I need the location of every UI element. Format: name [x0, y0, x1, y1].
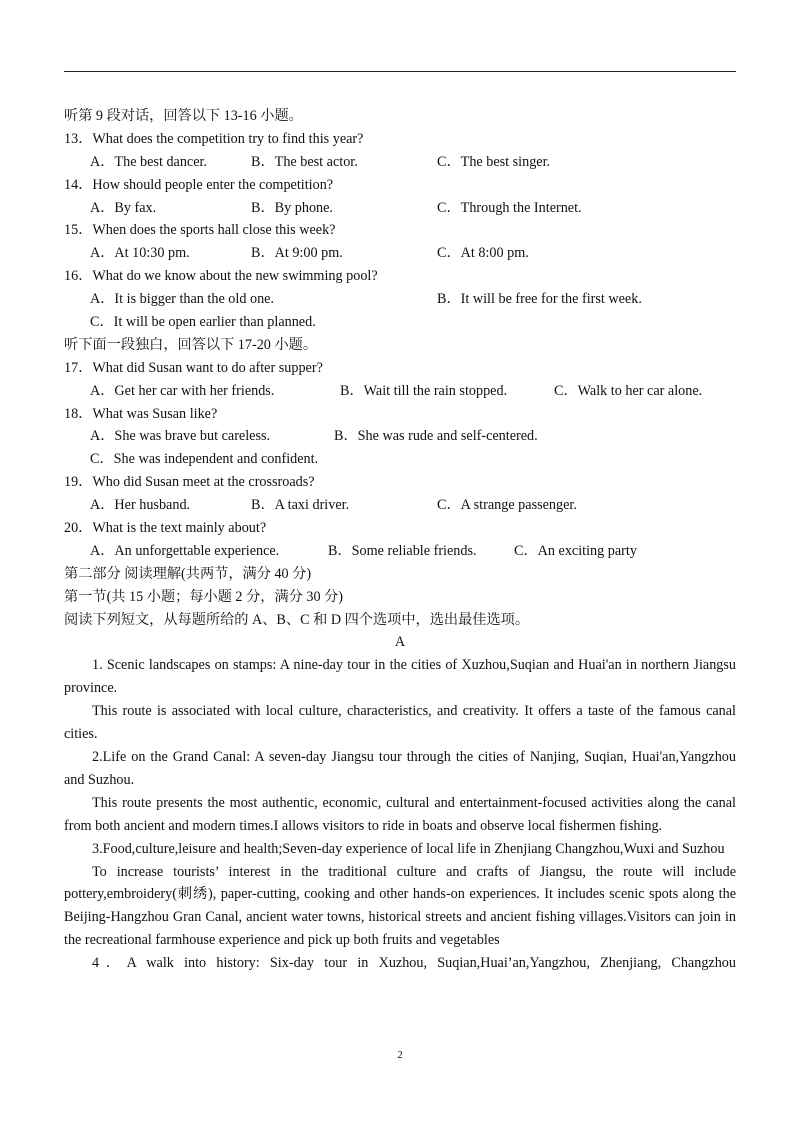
question-20: 20．What is the text mainly about? — [64, 520, 267, 537]
option-a: A．Get her car with her friends. — [90, 382, 275, 399]
option-b: B．Some reliable friends. — [328, 542, 477, 559]
route-1-description: This route is associated with local culture, characteristics, and creativity. It offers a taste of the famous canal cities. — [64, 703, 736, 743]
section-9-instruction: 听第 9 段对话，回答以下 13-16 小题。 — [64, 108, 303, 124]
page-number: 2 — [397, 1049, 403, 1061]
option-a: A．The best dancer. — [90, 153, 208, 170]
question-15-options — [64, 242, 736, 265]
option-c: C．Walk to her car alone. — [554, 382, 703, 399]
part-two-heading: 第二部分 阅读理解(共两节，满分 40 分) — [64, 565, 312, 582]
option-b: B．She was rude and self-centered. — [334, 428, 538, 445]
question-14-options — [64, 197, 736, 220]
route-1-title: 1. Scenic landscapes on stamps: A nine-day tour in the cities of Xuzhou,Suqian and Huai'an in northern Jiangsu province. — [64, 657, 736, 697]
question-17-options — [64, 380, 736, 403]
section-10-instruction: 听下面一段独白，回答以下 17-20 小题。 — [64, 336, 318, 353]
route-3-title: 3.Food,culture,leisure and health;Seven-day experience of local life in Zhenjiang Changzhou,Wuxi and Suzhou — [92, 840, 725, 857]
question-13-options — [64, 151, 736, 174]
option-c: C．The best singer. — [437, 153, 551, 170]
option-a: A．An unforgettable experience. — [90, 542, 280, 559]
reading-instructions: 阅读下列短文，从每题所给的 A、B、C 和 D 四个选项中，选出最佳选项。 — [64, 611, 530, 628]
option-c: C．It will be open earlier than planned. — [90, 314, 316, 331]
part-two-section-one-heading: 第一节(共 15 小题；每小题 2 分，满分 30 分) — [64, 588, 344, 605]
question-16: 16．What do we know about the new swimming pool? — [64, 268, 378, 285]
option-c: C．A strange passenger. — [437, 497, 577, 514]
passage-label: A — [394, 634, 406, 651]
option-a: A．At 10:30 pm. — [90, 245, 190, 262]
question-18-options-row2 — [64, 448, 736, 471]
option-c: C．Through the Internet. — [437, 199, 582, 216]
question-13: 13．What does the competition try to find this year? — [64, 130, 364, 147]
route-2-title: 2.Life on the Grand Canal: A seven-day Jiangsu tour through the cities of Nanjing, Suqian, Huai'an,Yangzhou and Suzhou. — [64, 749, 736, 788]
route-4-title: 4．A walk into history: Six-day tour in Xuzhou, Suqian,Huai’an,Yangzhou, Zhenjiang, Changzhou — [92, 955, 736, 972]
option-a: A．It is bigger than the old one. — [90, 291, 275, 308]
question-18-options-row1 — [64, 425, 736, 448]
question-15: 15．When does the sports hall close this week? — [64, 222, 336, 239]
question-16-options-row2 — [64, 311, 736, 334]
option-c: C．At 8:00 pm. — [437, 245, 529, 262]
option-a: A．By fax. — [90, 199, 157, 216]
route-2-description: This route presents the most authentic, economic, cultural and entertainment-focused activities along the canal from both ancient and modern times.I allows visitors to ride in boats and observe local fishermen fishing. — [64, 794, 736, 834]
option-b: B．It will be free for the first week. — [437, 291, 642, 308]
option-b: B．The best actor. — [251, 153, 358, 170]
option-b: B．Wait till the rain stopped. — [340, 382, 508, 399]
option-b: B．At 9:00 pm. — [251, 245, 343, 262]
option-b: B．A taxi driver. — [251, 497, 350, 514]
question-19-options — [64, 494, 736, 517]
question-17: 17．What did Susan want to do after supper? — [64, 359, 323, 376]
question-16-options-row1 — [64, 288, 736, 311]
question-14: 14．How should people enter the competition? — [64, 176, 334, 193]
option-c: C．An exciting party — [514, 542, 637, 559]
question-18: 18．What was Susan like? — [64, 405, 218, 422]
option-a: A．Her husband. — [90, 497, 191, 514]
route-3-description: To increase tourists’ interest in the traditional culture and crafts of Jiangsu, the route will include pottery,embroidery(刺绣), paper-cutting, cooking and other hands-on experiences. It includes scenic spots along the Beijing-Hangzhou Gran Canal, ancient water towns, historical streets and ancient fishing villages.Visitors can join in the recreational farmhouse experience and pick up both fruits and vegetables — [64, 863, 736, 949]
question-20-options — [64, 540, 736, 563]
option-c: C．She was independent and confident. — [90, 451, 319, 468]
option-a: A．She was brave but careless. — [90, 428, 271, 445]
page-content — [64, 105, 736, 975]
question-19: 19．Who did Susan meet at the crossroads? — [64, 474, 315, 491]
header-rule — [64, 71, 736, 72]
option-b: B．By phone. — [251, 199, 333, 216]
